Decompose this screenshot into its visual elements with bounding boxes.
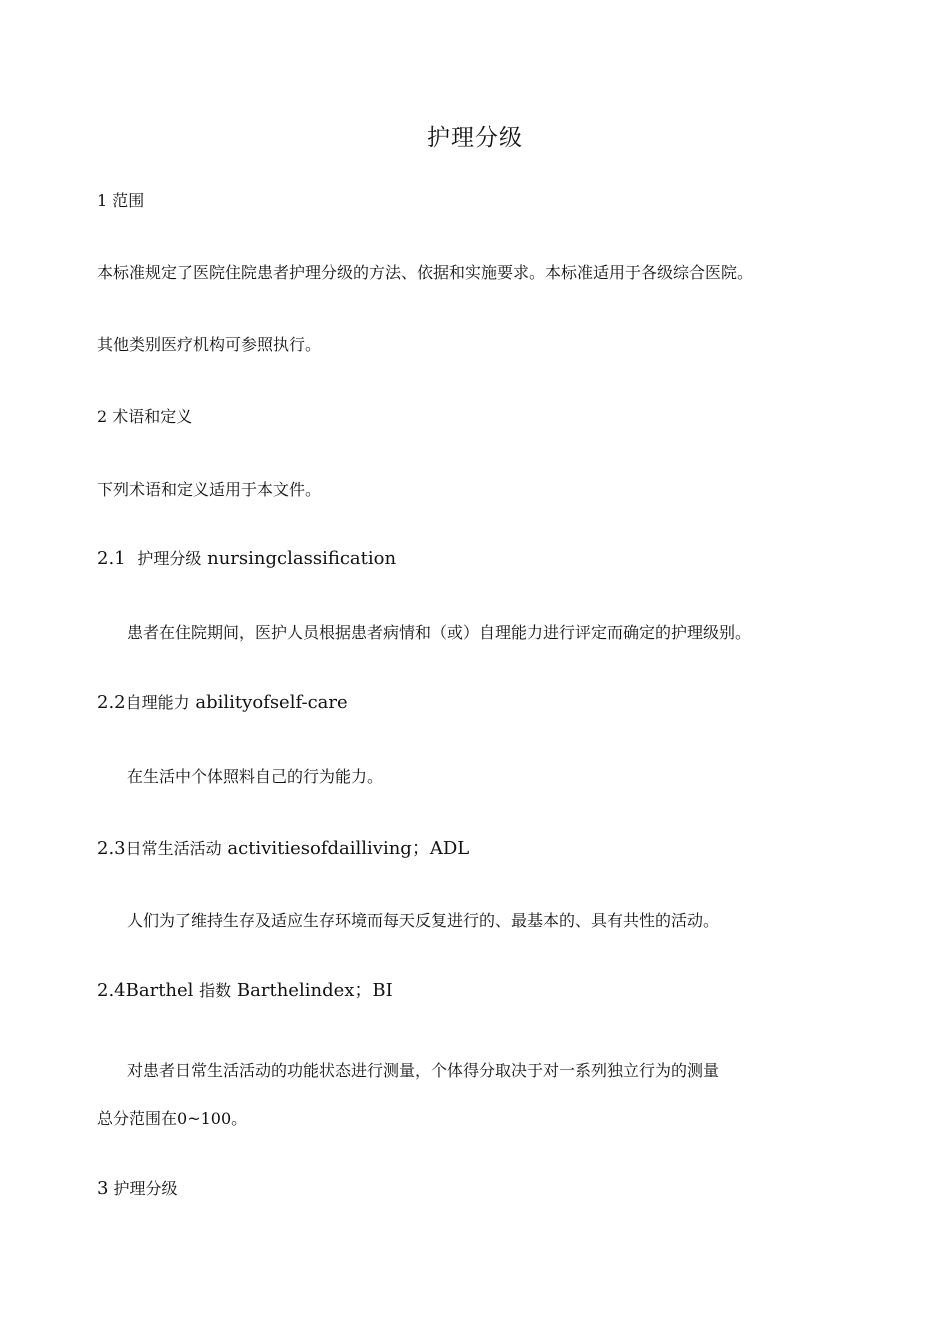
term-2-4-heading [97, 976, 393, 1002]
term-chinese: 护理分级 [137, 549, 202, 568]
score-range: 0~100 [177, 1109, 232, 1128]
section-number: 1 [97, 191, 108, 210]
definition: 人们为了维持生存及适应生存环境而每天反复进行的、最基本的、具有共性的活动。 [127, 911, 720, 930]
term-english: abilityofself-care [195, 692, 348, 713]
definition: 对患者日常生活活动的功能状态进行测量，个体得分取决于对一系列独立行为的测量 [127, 1061, 720, 1080]
text-prefix: 总分范围在 [97, 1109, 178, 1128]
term-number: 2.4Barthel [97, 980, 194, 1001]
term-2-3-heading [97, 834, 469, 860]
paragraph: 其他类别医疗机构可参照执行。 [97, 335, 322, 354]
term-chinese: 日常生活活动 [125, 839, 222, 858]
term-number: 2.1 [97, 548, 126, 569]
section-label: 范围 [112, 191, 145, 210]
definition-continued [97, 1106, 247, 1129]
term-2-2-heading [97, 690, 348, 713]
page-title: 护理分级 [427, 125, 523, 151]
definition: 在生活中个体照料自己的行为能力。 [127, 767, 384, 786]
section-number: 3 [97, 1178, 109, 1199]
term-number: 2.2 [97, 692, 126, 713]
term-english: nursingclassification [207, 548, 397, 569]
section-2-heading [97, 404, 192, 427]
section-number: 2 [97, 407, 108, 426]
term-2-1-heading [97, 546, 396, 569]
term-english: Barthelindex；BI [236, 980, 393, 1001]
text-suffix: 。 [231, 1109, 248, 1128]
section-1-heading [97, 188, 144, 211]
term-chinese: 自理能力 [125, 693, 190, 712]
section-label: 术语和定义 [112, 407, 193, 426]
term-chinese: 指数 [199, 981, 232, 1000]
section-label: 护理分级 [113, 1179, 178, 1198]
term-number: 2.3 [97, 838, 126, 859]
term-english: activitiesofdailliving；ADL [227, 838, 470, 859]
section-3-heading [97, 1176, 178, 1199]
paragraph: 下列术语和定义适用于本文件。 [97, 480, 322, 499]
definition: 患者在住院期间，医护人员根据患者病情和（或）自理能力进行评定而确定的护理级别。 [127, 623, 752, 642]
paragraph: 本标准规定了医院住院患者护理分级的方法、依据和实施要求。本标准适用于各级综合医院。 [97, 263, 754, 282]
